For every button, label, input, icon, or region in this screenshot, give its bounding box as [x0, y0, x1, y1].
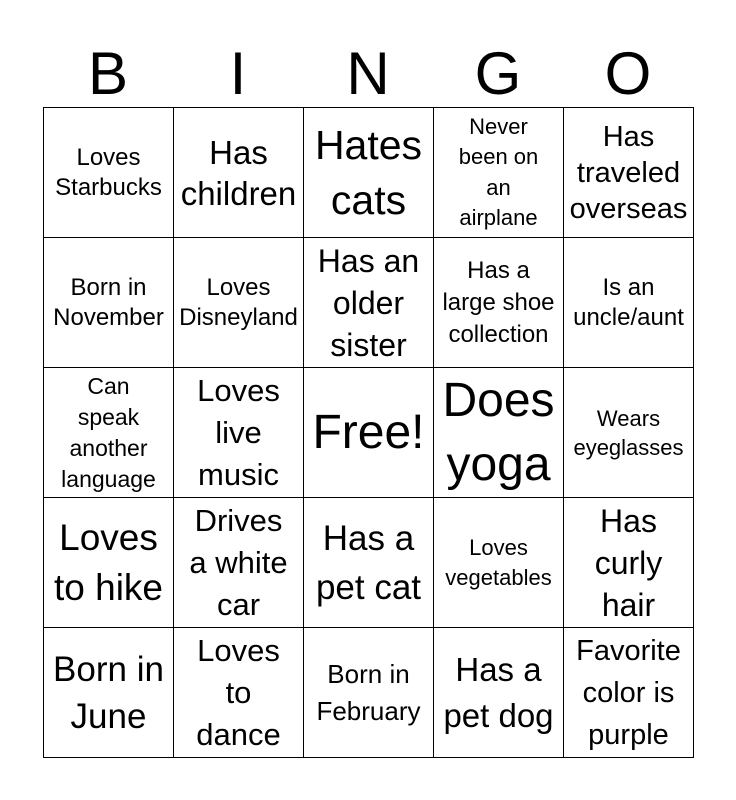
bingo-cell-r5-c3[interactable]: [304, 628, 434, 758]
cell-text: Has children: [180, 133, 297, 212]
header-letter-n: N: [346, 40, 390, 107]
bingo-cell-r1-c1[interactable]: [44, 108, 174, 238]
bingo-cell-r4-c5[interactable]: [564, 498, 694, 628]
cell-text: Loves live music: [197, 372, 280, 492]
cell-text: Does yoga: [442, 373, 555, 491]
bingo-cell-r5-c4[interactable]: [434, 628, 564, 758]
bingo-cell-r3-c3[interactable]: [304, 368, 434, 498]
bingo-cell-r1-c4[interactable]: [434, 108, 564, 238]
bingo-cell-r2-c4[interactable]: [434, 238, 564, 368]
bingo-cell-r1-c2[interactable]: [174, 108, 304, 238]
bingo-cell-r4-c1[interactable]: [44, 498, 174, 628]
bingo-cell-r2-c5[interactable]: [564, 238, 694, 368]
cell-text: Loves to dance: [196, 632, 281, 752]
cell-text: Hates cats: [314, 121, 423, 223]
bingo-cell-r5-c1[interactable]: [44, 628, 174, 758]
cell-text: Has a pet cat: [315, 518, 422, 607]
header-letter-o: O: [604, 40, 652, 107]
bingo-cell-r2-c1[interactable]: [44, 238, 174, 368]
header-letter-i: I: [229, 40, 247, 107]
free-space-label: Free!: [312, 405, 425, 459]
bingo-cell-r2-c2[interactable]: [174, 238, 304, 368]
bingo-cell-r5-c5[interactable]: [564, 628, 694, 758]
bingo-cell-r3-c2[interactable]: [174, 368, 304, 498]
cell-text: Wears eyeglasses: [573, 405, 684, 460]
bingo-cell-r4-c4[interactable]: [434, 498, 564, 628]
header-letter-b: B: [87, 40, 129, 107]
cell-text: Has a pet dog: [443, 650, 554, 734]
bingo-cell-r3-c4[interactable]: [434, 368, 564, 498]
cell-text: Loves vegetables: [445, 534, 552, 590]
cell-text: Drives a white car: [189, 502, 288, 622]
cell-text: Has curly hair: [594, 502, 663, 623]
bingo-cell-r3-c5[interactable]: [564, 368, 694, 498]
bingo-cell-r4-c2[interactable]: [174, 498, 304, 628]
bingo-card-grid: [43, 107, 694, 758]
cell-text: Born in November: [53, 273, 164, 331]
cell-text: Loves Disneyland: [179, 273, 298, 331]
bingo-cell-r4-c3[interactable]: [304, 498, 434, 628]
cell-text: Favorite color is purple: [576, 634, 681, 751]
bingo-cell-r1-c3[interactable]: [304, 108, 434, 238]
cell-text: Can speak another language: [61, 372, 156, 492]
cell-text: Has an older sister: [317, 242, 420, 363]
cell-text: Born in February: [316, 658, 421, 726]
cell-text: Loves to hike: [53, 516, 163, 608]
cell-text: Has traveled overseas: [569, 120, 688, 225]
cell-text: Is an uncle/aunt: [573, 273, 684, 331]
bingo-header: [43, 40, 693, 106]
header-letter-g: G: [474, 40, 522, 107]
bingo-cell-r5-c2[interactable]: [174, 628, 304, 758]
bingo-cell-r2-c3[interactable]: [304, 238, 434, 368]
cell-text: Born in June: [53, 649, 164, 736]
cell-text: Has a large shoe collection: [442, 256, 555, 348]
cell-text: Loves Starbucks: [55, 143, 162, 201]
bingo-cell-r3-c1[interactable]: [44, 368, 174, 498]
bingo-cell-r1-c5[interactable]: [564, 108, 694, 238]
cell-text: Never been on an airplane: [458, 113, 539, 230]
